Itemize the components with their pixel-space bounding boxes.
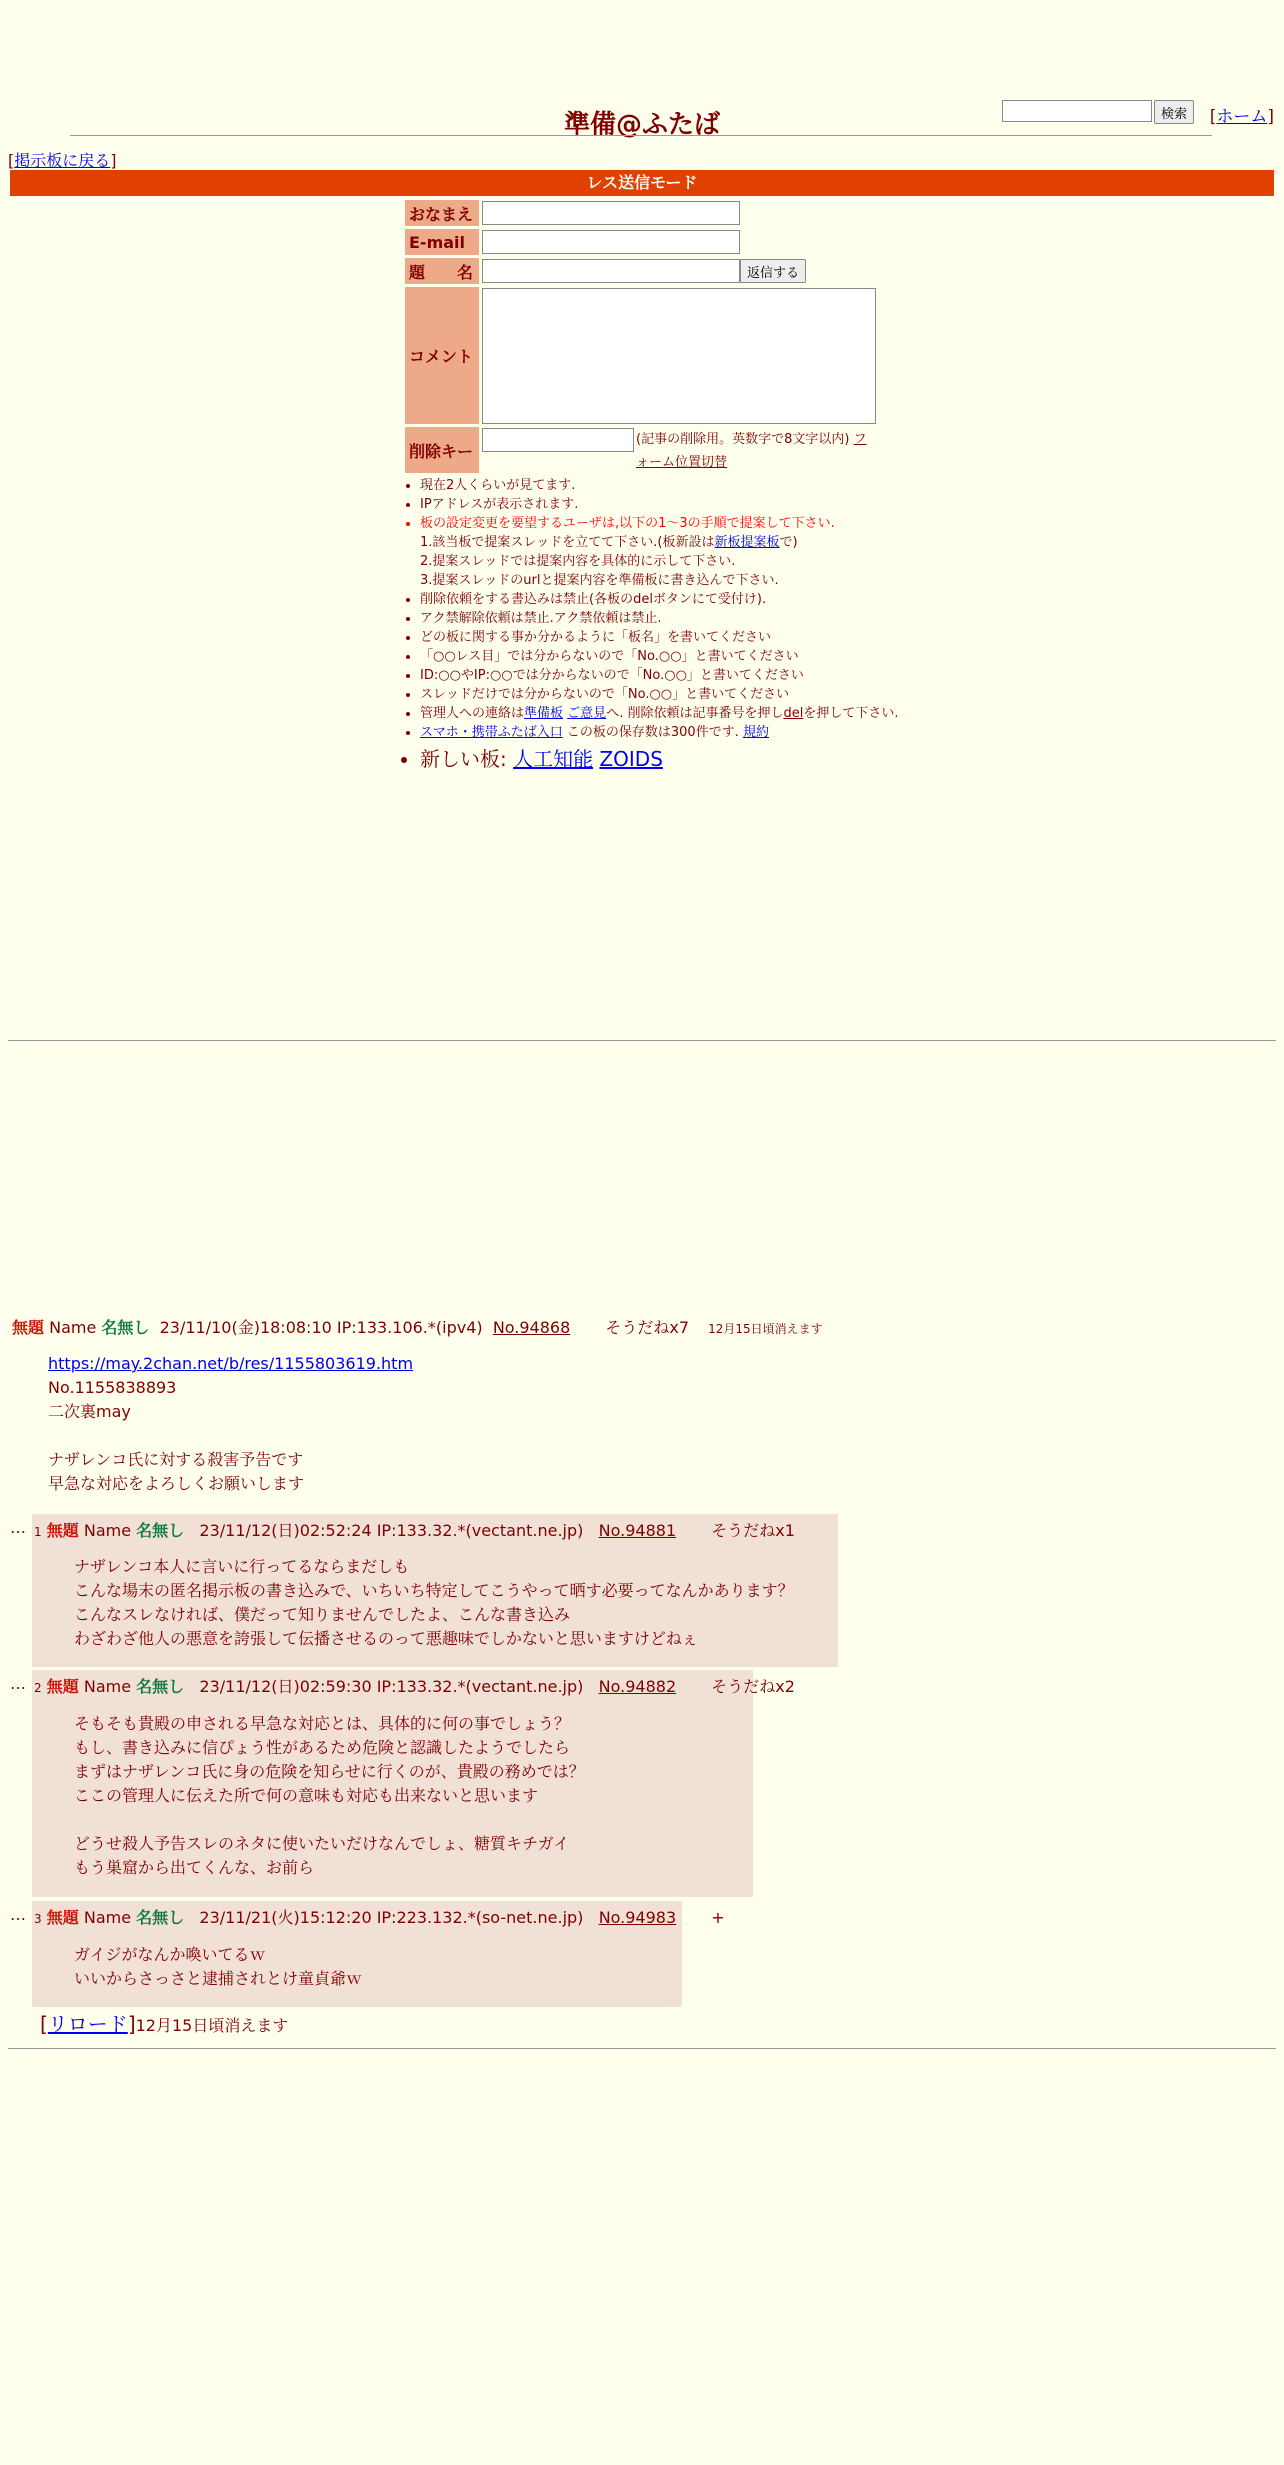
title-divider [70, 135, 1212, 136]
sodane-button[interactable]: そうだねx1 [711, 1521, 795, 1540]
post-number-link[interactable]: No.94882 [598, 1677, 677, 1696]
notice-item: • 板の設定変更を要望するユーザは,以下の1〜3の手順で提案して下さい. [420, 514, 980, 533]
zoids-board-link[interactable]: ZOIDS [599, 747, 663, 771]
notice-item: • 削除依頼をする書込みは禁止(各板のdelボタンにて受付け). [420, 590, 980, 609]
delkey-hint: (記事の削除用。英数字で8文字以内) [636, 432, 850, 447]
reload-link[interactable]: リロード [47, 2012, 128, 2036]
back-link-wrapper: [掲示板に戻る] [8, 151, 117, 170]
comment-label: コメント [405, 287, 479, 424]
reply-number: 2 [34, 1681, 42, 1695]
delkey-label: 削除キー [405, 427, 479, 473]
expire-notice: 12月15日頃消えます [708, 1322, 823, 1336]
footer-divider [8, 2048, 1276, 2049]
reply-body: ナザレンコ本人に言いに行ってるならまだしも こんな場末の匿名掲示板の書き込みで、いちいち特定してこうやって晒す必要ってなんかあります？ こんなスレなければ、僕だって知りませんでしたよ、こんな書き込み わざわざ他人の悪意を誇張して伝播させるのって悪趣味でしかないと思いますけどねぇ [74, 1557, 794, 1648]
name-prefix: Name [83, 1521, 132, 1540]
reply-number: 1 [34, 1525, 42, 1539]
submit-reply-button[interactable]: 返信する [740, 259, 806, 283]
notice-item: • ID:○○やIP:○○では分からないので「No.○○」と書いてください [420, 666, 980, 685]
note-text: 管理人への連絡は [420, 706, 525, 721]
sodane-button[interactable]: そうだねx2 [711, 1677, 795, 1696]
op-thread-link[interactable]: https://may.2chan.net/b/res/1155803619.htm [48, 1354, 414, 1373]
post-subject: 無題 [46, 1908, 79, 1927]
notice-item: • 現在2人くらいが見てます. [420, 476, 980, 495]
post-subject: 無題 [12, 1318, 45, 1337]
reply-marker: … [10, 1518, 26, 1537]
notice-substep: 2.提案スレッドでは提案内容を具体的に示して下さい. [420, 554, 736, 569]
name-prefix: Name [49, 1318, 97, 1337]
form-position-toggle-link[interactable]: フォーム位置切替 [636, 432, 867, 470]
note-text: へ. 削除依頼は記事番号を押し [606, 706, 784, 721]
note-text: この板の保存数は300件です. [562, 725, 743, 740]
home-link[interactable]: ホーム [1216, 107, 1268, 127]
notice-list [400, 476, 980, 772]
name-prefix: Name [83, 1677, 132, 1696]
sodane-button[interactable]: そうだねx7 [605, 1318, 690, 1337]
ai-board-link[interactable]: 人工知能 [513, 747, 594, 771]
feedback-link[interactable]: ご意見 [567, 706, 607, 721]
new-boards-note [420, 746, 980, 772]
reply-marker: … [10, 1905, 26, 1924]
post-subject: 無題 [46, 1677, 79, 1696]
mobile-entrance-link[interactable]: スマホ・携帯ふたば入口 [420, 725, 563, 740]
post-number-link[interactable]: No.94983 [598, 1908, 677, 1927]
poster-name: 名無し [136, 1521, 185, 1540]
reply-header [34, 1905, 725, 1928]
reload-wrapper: [リロード]12月15日頃消えます [40, 2012, 289, 2036]
notice-item: • 「○○レス目」では分からないので「No.○○」と書いてください [420, 647, 980, 666]
name-prefix: Name [83, 1908, 132, 1927]
prep-board-link[interactable]: 準備板 [524, 706, 564, 721]
email-field[interactable] [482, 230, 740, 254]
op-post-header [12, 1315, 823, 1338]
email-label: E-mail [405, 229, 479, 255]
search-button[interactable]: 検索 [1154, 100, 1194, 124]
reply-number: 3 [34, 1912, 42, 1926]
poster-name: 名無し [136, 1908, 185, 1927]
notice-item: • アク禁解除依頼は禁止.アク禁依頼は禁止. [420, 609, 980, 628]
subject-field[interactable] [482, 259, 740, 283]
notice-item: • スレッドだけでは分からないので「No.○○」と書いてください [420, 685, 980, 704]
delkey-hint-wrapper [482, 428, 872, 474]
reply-body: ガイジがなんか喚いてるｗ いいからさっさと逮捕されとけ童貞爺ｗ [74, 1945, 363, 1988]
post-datetime: 23/11/12(日)02:52:24 IP:133.32.*(vectant.ne.jp) [199, 1521, 584, 1540]
del-text: del [783, 706, 804, 721]
note-text: を押して下さい. [803, 706, 899, 721]
reply-header [34, 1674, 795, 1697]
reply-marker: … [10, 1674, 26, 1693]
notice-item: • どの板に関する事か分かるように「板名」を書いてください [420, 628, 980, 647]
name-label: おなまえ [405, 200, 479, 226]
post-datetime: 23/11/21(火)15:12:20 IP:223.132.*(so-net.ne.jp) [199, 1908, 584, 1927]
poster-name: 名無し [101, 1318, 150, 1337]
new-boards-label: 新しい板: [420, 747, 514, 771]
op-body: No.1155838893 二次裏may ナザレンコ氏に対する殺害予告です 早急な対応をよろしくお願いします [48, 1378, 305, 1493]
notice-substep [420, 533, 980, 552]
back-to-board-link[interactable]: 掲示板に戻る [14, 151, 111, 170]
poster-name: 名無し [136, 1677, 185, 1696]
admin-contact-note [420, 704, 980, 723]
name-field[interactable] [482, 201, 740, 225]
substep-text: で) [779, 535, 798, 550]
expire-notice: 12月15日頃消えます [135, 2016, 289, 2035]
op-link-wrapper [48, 1352, 413, 1376]
reply-mode-bar: レス送信モード [10, 170, 1274, 196]
notice-substep: 3.提案スレッドのurlと提案内容を準備板に書き込んで下さい. [420, 573, 779, 588]
comment-textarea[interactable] [482, 288, 876, 424]
section-divider [8, 1040, 1276, 1041]
reply-header [34, 1518, 795, 1541]
sodane-button[interactable]: + [711, 1908, 725, 1927]
reply-body: そもそも貴殿の申される早急な対応とは、具体的に何の事でしょう？ もし、書き込みに信ぴょう性があるため危険と認識したようでしたら まずはナザレンコ氏に身の危険を知らせに行くのが、貴殿の務めでは？ ここの管理人に伝えた所で何の意味も対応も出来ないと思います どうせ殺人予告スレのネタに使いたいだけなんでしょ、糖質キチガイ もう巣窟から出てくんな、お前ら [74, 1714, 585, 1877]
post-number-link[interactable]: No.94868 [492, 1318, 571, 1337]
post-datetime: 23/11/10(金)18:08:10 IP:133.106.*(ipv4) [159, 1318, 483, 1337]
post-number-link[interactable]: No.94881 [598, 1521, 677, 1540]
post-datetime: 23/11/12(日)02:59:30 IP:133.32.*(vectant.ne.jp) [199, 1677, 584, 1696]
post-subject: 無題 [46, 1521, 79, 1540]
subject-label: 題 名 [405, 258, 479, 284]
page-title: 準備@ふたば [563, 110, 720, 140]
notice-item: • IPアドレスが表示されます. [420, 495, 980, 514]
home-link-wrapper: [ホーム] [1209, 107, 1274, 127]
mobile-note [420, 723, 980, 742]
rules-link[interactable]: 規約 [742, 725, 769, 740]
substep-text: 1.該当板で提案スレッドを立てて下さい.(板新設は [420, 535, 715, 550]
new-board-proposal-link[interactable]: 新板提案板 [714, 535, 780, 550]
